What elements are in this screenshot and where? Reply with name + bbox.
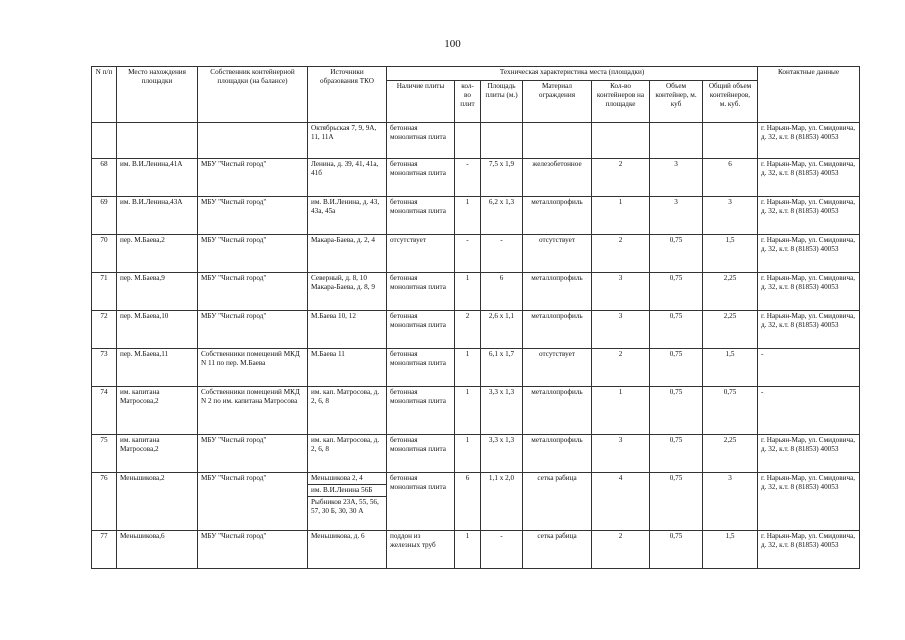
row-number: 70	[92, 235, 117, 273]
table-row	[92, 349, 860, 387]
fence-cell: металлопрофиль	[523, 387, 592, 435]
contacts-cell: -	[758, 349, 860, 387]
sources-cell	[308, 197, 387, 235]
slab-count-cell	[455, 123, 481, 159]
owner-cell: МБУ "Чистый город"	[198, 311, 308, 349]
contacts-cell: г. Нарьян-Мар, ул. Смидовича, д. 32, к.т. 8 (81853) 40053	[758, 435, 860, 473]
slab-cell: отсутствует	[387, 235, 455, 273]
area-cell: 7,5 х 1,9	[481, 159, 523, 197]
area-cell: 1,1 х 2,0	[481, 473, 523, 531]
slab-cell: бетонная монолитная плита	[387, 159, 455, 197]
location-cell: пер. М.Баева,2	[117, 235, 198, 273]
sources-cell	[308, 473, 387, 531]
source-entry: им. В.И.Ленина, д. 43, 43а, 45а	[311, 198, 380, 215]
sources-cell	[308, 235, 387, 273]
header-area: Площадь плиты (м.)	[481, 81, 523, 123]
location-cell: им. капитана Матросова,2	[117, 435, 198, 473]
owner-cell: МБУ "Чистый город"	[198, 435, 308, 473]
sources-cell	[308, 387, 387, 435]
location-cell: Меньшикова,2	[117, 473, 198, 531]
slab-cell: бетонная монолитная плита	[387, 387, 455, 435]
owner-cell: МБУ "Чистый город"	[198, 159, 308, 197]
area-cell: 6,2 х 1,3	[481, 197, 523, 235]
containers-cell: 3	[592, 435, 650, 473]
volume-cell: 0,75	[650, 273, 703, 311]
slab-count-cell: -	[455, 159, 481, 197]
slab-cell: бетонная монолитная плита	[387, 473, 455, 531]
contacts-cell: г. Нарьян-Мар, ул. Смидовича, д. 32, к.т. 8 (81853) 40053	[758, 531, 860, 569]
volume-cell: 0,75	[650, 349, 703, 387]
containers-cell: 2	[592, 349, 650, 387]
area-cell: -	[481, 531, 523, 569]
source-entry: Макара-Баева, д. 2, 4	[311, 236, 375, 244]
row-number: 69	[92, 197, 117, 235]
header-slab-count: кол-во плит	[455, 81, 481, 123]
source-entry: им. кап. Матросова, д. 2, 6, 8	[311, 436, 380, 453]
volume-cell: 0,75	[650, 311, 703, 349]
source-entry: Рыбников 23А, 55, 56, 57, 30 Б, 30, 30 А	[308, 496, 386, 516]
volume-cell: 0,75	[650, 235, 703, 273]
owner-cell: МБУ "Чистый город"	[198, 273, 308, 311]
table-row	[92, 387, 860, 435]
table-row	[92, 311, 860, 349]
location-cell: Меньшикова,6	[117, 531, 198, 569]
contacts-cell: г. Нарьян-Мар, ул. Смидовича, д. 32, к.т. 8 (81853) 40053	[758, 197, 860, 235]
header-fence: Материал ограждения	[523, 81, 592, 123]
header-containers: Кол-во контейнеров на площадке	[592, 81, 650, 123]
area-cell: 3,3 х 1,3	[481, 435, 523, 473]
contacts-cell: г. Нарьян-Мар, ул. Смидовича, д. 32, к.т. 8 (81853) 40053	[758, 311, 860, 349]
area-cell	[481, 123, 523, 159]
total-volume-cell	[703, 123, 758, 159]
location-cell: им. капитана Матросова,2	[117, 387, 198, 435]
source-entry: им. В.И.Ленина 56Б	[308, 484, 386, 495]
total-volume-cell: 1,5	[703, 531, 758, 569]
row-number: 72	[92, 311, 117, 349]
location-cell	[117, 123, 198, 159]
header-sources: Источники образования ТКО	[308, 67, 387, 123]
source-entry: Северный, д. 8, 10 Макара-Баева, д. 8, 9	[311, 274, 375, 291]
slab-cell: бетонная монолитная плита	[387, 273, 455, 311]
header-num: N п/п	[92, 67, 117, 123]
slab-count-cell: 1	[455, 387, 481, 435]
location-cell: им. В.И.Ленина,41А	[117, 159, 198, 197]
slab-cell: бетонная монолитная плита	[387, 197, 455, 235]
fence-cell: отсутствует	[523, 235, 592, 273]
header-owner: Собственник контейнерной площадки (на балансе)	[198, 67, 308, 123]
contacts-cell: г. Нарьян-Мар, ул. Смидовича, д. 32, к.т. 8 (81853) 40053	[758, 273, 860, 311]
containers-cell: 1	[592, 197, 650, 235]
fence-cell: сетка рабица	[523, 473, 592, 531]
area-cell: 3,3 х 1,3	[481, 387, 523, 435]
slab-cell: бетонная монолитная плита	[387, 435, 455, 473]
row-number: 76	[92, 473, 117, 531]
fence-cell: металлопрофиль	[523, 273, 592, 311]
row-number: 68	[92, 159, 117, 197]
sources-cell	[308, 123, 387, 159]
total-volume-cell: 6	[703, 159, 758, 197]
contacts-cell: г. Нарьян-Мар, ул. Смидовича, д. 32, к.т. 8 (81853) 40053	[758, 123, 860, 159]
slab-cell: бетонная монолитная плита	[387, 349, 455, 387]
header-slab: Наличие плиты	[387, 81, 455, 123]
owner-cell	[198, 123, 308, 159]
source-entry: Меньшикова 2, 4	[311, 474, 363, 482]
slab-cell: поддон из железных труб	[387, 531, 455, 569]
fence-cell: отсутствует	[523, 349, 592, 387]
slab-count-cell: -	[455, 235, 481, 273]
sources-cell	[308, 311, 387, 349]
volume-cell: 0,75	[650, 435, 703, 473]
slab-count-cell: 2	[455, 311, 481, 349]
owner-cell: МБУ "Чистый город"	[198, 531, 308, 569]
containers-cell: 3	[592, 273, 650, 311]
slab-count-cell: 1	[455, 349, 481, 387]
location-cell: пер. М.Баева,9	[117, 273, 198, 311]
containers-cell: 4	[592, 473, 650, 531]
sources-cell	[308, 159, 387, 197]
owner-cell: Собственники помещений МКД N 11 по пер. М.Баева	[198, 349, 308, 387]
total-volume-cell: 1,5	[703, 349, 758, 387]
table-row	[92, 235, 860, 273]
table-row	[92, 197, 860, 235]
containers-cell: 2	[592, 235, 650, 273]
source-entry: Ленина, д. 39, 41, 41а, 41б	[311, 160, 379, 177]
total-volume-cell: 2,25	[703, 435, 758, 473]
source-entry: им. кап. Матросова, д. 2, 6, 8	[311, 388, 380, 405]
containers-cell: 2	[592, 159, 650, 197]
fence-cell: металлопрофиль	[523, 197, 592, 235]
row-number: 77	[92, 531, 117, 569]
area-cell: 6	[481, 273, 523, 311]
table-row	[92, 473, 860, 531]
slab-cell: бетонная монолитная плита	[387, 311, 455, 349]
slab-count-cell: 6	[455, 473, 481, 531]
volume-cell: 0,75	[650, 473, 703, 531]
volume-cell: 0,75	[650, 531, 703, 569]
contacts-cell: г. Нарьян-Мар, ул. Смидовича, д. 32, к.т. 8 (81853) 40053	[758, 235, 860, 273]
volume-cell: 3	[650, 197, 703, 235]
sources-cell	[308, 435, 387, 473]
slab-count-cell: 1	[455, 273, 481, 311]
fence-cell: металлопрофиль	[523, 435, 592, 473]
sources-cell	[308, 531, 387, 569]
area-cell: 2,6 х 1,1	[481, 311, 523, 349]
fence-cell	[523, 123, 592, 159]
location-cell: пер. М.Баева,10	[117, 311, 198, 349]
owner-cell: МБУ "Чистый город"	[198, 473, 308, 531]
slab-count-cell: 1	[455, 435, 481, 473]
sources-cell	[308, 273, 387, 311]
header-tech: Техническая характеристика места (площадки)	[387, 67, 758, 81]
header-total-volume: Общий объем контейнеров, м. куб.	[703, 81, 758, 123]
container-sites-table	[91, 66, 860, 569]
table-row	[92, 123, 860, 159]
row-number	[92, 123, 117, 159]
fence-cell: железобетонное	[523, 159, 592, 197]
sources-cell	[308, 349, 387, 387]
source-entry: М.Баева 11	[311, 350, 345, 358]
row-number: 73	[92, 349, 117, 387]
containers-cell: 3	[592, 311, 650, 349]
area-cell: -	[481, 235, 523, 273]
slab-count-cell: 1	[455, 197, 481, 235]
total-volume-cell: 3	[703, 473, 758, 531]
location-cell: им. В.И.Ленина,43А	[117, 197, 198, 235]
area-cell: 6,1 х 1,7	[481, 349, 523, 387]
table-row	[92, 435, 860, 473]
volume-cell: 3	[650, 159, 703, 197]
table-row	[92, 531, 860, 569]
total-volume-cell: 1,5	[703, 235, 758, 273]
source-entry: М.Баева 10, 12	[311, 312, 356, 320]
contacts-cell: г. Нарьян-Мар, ул. Смидовича, д. 32, к.т. 8 (81853) 40053	[758, 473, 860, 531]
source-entry: Меньшикова, д. 6	[311, 532, 365, 540]
contacts-cell: г. Нарьян-Мар, ул. Смидовича, д. 32, к.т. 8 (81853) 40053	[758, 159, 860, 197]
row-number: 71	[92, 273, 117, 311]
volume-cell	[650, 123, 703, 159]
slab-cell: бетонная монолитная плита	[387, 123, 455, 159]
total-volume-cell: 3	[703, 197, 758, 235]
slab-count-cell: 1	[455, 531, 481, 569]
volume-cell: 0,75	[650, 387, 703, 435]
containers-cell: 2	[592, 531, 650, 569]
row-number: 74	[92, 387, 117, 435]
page-number: 100	[444, 38, 461, 50]
source-entry: Октябрьская 7, 9, 9А, 11, 11А	[311, 124, 377, 141]
total-volume-cell: 2,25	[703, 311, 758, 349]
header-location: Место нахождения площадки	[117, 67, 198, 123]
row-number: 75	[92, 435, 117, 473]
fence-cell: сетка рабица	[523, 531, 592, 569]
contacts-cell: -	[758, 387, 860, 435]
owner-cell: Собственники помещений МКД N 2 по им. капитана Матросова	[198, 387, 308, 435]
containers-cell: 1	[592, 387, 650, 435]
owner-cell: МБУ "Чистый город"	[198, 197, 308, 235]
table-row	[92, 273, 860, 311]
header-volume: Объем контейнер, м. куб	[650, 81, 703, 123]
containers-cell	[592, 123, 650, 159]
location-cell: пер. М.Баева,11	[117, 349, 198, 387]
total-volume-cell: 0,75	[703, 387, 758, 435]
owner-cell: МБУ "Чистый город"	[198, 235, 308, 273]
header-contacts: Контактные данные	[758, 67, 860, 123]
total-volume-cell: 2,25	[703, 273, 758, 311]
fence-cell: металлопрофиль	[523, 311, 592, 349]
table-row	[92, 159, 860, 197]
